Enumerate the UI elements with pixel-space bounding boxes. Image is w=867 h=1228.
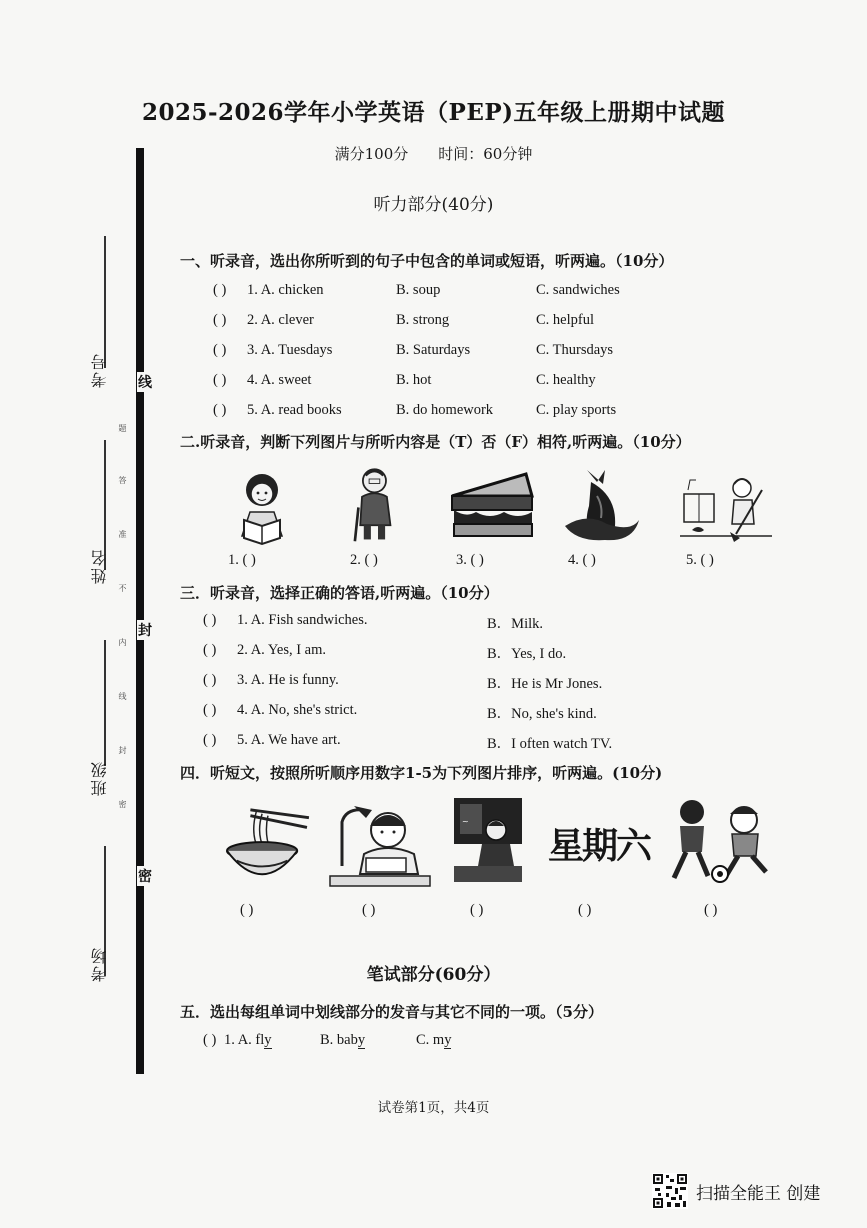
picture-label[interactable]: 1. ( ) [228, 552, 256, 568]
field-line-exam-no [104, 236, 106, 368]
field-line-class [104, 640, 106, 766]
option-b: B．I often watch TV. [487, 736, 613, 752]
writing-part-title: 笔试部分(60分） [366, 965, 501, 985]
picture-label[interactable]: 5. ( ) [686, 552, 714, 568]
field-room: 考场 [90, 946, 109, 982]
answer-blank[interactable]: ( ) [203, 642, 217, 658]
option-a: 2. A. clever [247, 312, 314, 328]
option-c: C. play sports [536, 402, 617, 418]
answer-blank[interactable]: ( ) [213, 342, 227, 358]
eggplant-icon [557, 466, 643, 546]
underlined-letter: y [444, 1032, 452, 1048]
listening-part-title: 听力部分(40分) [373, 195, 494, 215]
margin-char: 内 [118, 638, 127, 646]
section-3-heading: 三．听录音，选择正确的答语,听两遍。（10分） [180, 584, 499, 602]
margin-char: 不 [118, 584, 127, 592]
option-c: C. sandwiches [536, 282, 620, 298]
answer-blank[interactable]: ( ) [213, 402, 227, 418]
binding-line [136, 148, 144, 1074]
answer-blank[interactable]: ( ) [203, 732, 217, 748]
margin-char: 密 [118, 800, 127, 808]
option-b: B. baby [320, 1032, 366, 1048]
option-b: B. strong [396, 312, 450, 328]
margin-char: 题 [118, 424, 127, 432]
answer-blank[interactable]: ( ) [203, 672, 217, 688]
option-a: 5. A. We have art. [237, 732, 341, 748]
picture-label[interactable]: 3. ( ) [456, 552, 484, 568]
margin-char: 线 [118, 692, 127, 700]
option-a: 1. A. Fish sandwiches. [237, 612, 368, 628]
answer-blank[interactable]: ( ) [213, 312, 227, 328]
scanner-watermark [652, 1173, 820, 1209]
option-c: C. helpful [536, 312, 594, 328]
exam-time: 时间：60分钟 [438, 145, 533, 163]
option-c: C. healthy [536, 372, 596, 388]
noodles-icon [220, 804, 312, 884]
option-a: 1. A. fly [224, 1032, 272, 1048]
answer-blank[interactable]: ( ) [213, 282, 227, 298]
section-1-heading: 一、听录音，选出你所听到的句子中包含的单词或短语，听两遍。（10分） [180, 252, 674, 270]
seal-char-secret: 密 [137, 866, 153, 886]
old-man-cane-icon [338, 463, 418, 543]
answer-blank[interactable]: ( ) [203, 612, 217, 628]
science-teacher-icon [452, 796, 524, 884]
section-5-heading: 五．选出每组单词中划线部分的发音与其它不同的一项。（5分） [180, 1003, 603, 1021]
option-b: B. Saturdays [396, 342, 471, 358]
option-a: 2. A. Yes, I am. [237, 642, 327, 658]
order-blank[interactable]: ( ) [240, 902, 254, 918]
watermark-text: 扫描全能王 创建 [696, 1183, 821, 1204]
answer-blank[interactable]: ( ) [203, 702, 217, 718]
field-name: 姓名 [90, 548, 109, 584]
option-b: B．Milk. [487, 616, 543, 632]
underlined-letter: y [264, 1032, 272, 1048]
underlined-letter: y [357, 1032, 366, 1048]
option-b: B．Yes, I do. [487, 646, 567, 662]
answer-blank[interactable]: ( ) [203, 1032, 217, 1048]
saturday-text: 星期六 [548, 826, 651, 867]
margin-char: 准 [118, 530, 127, 538]
option-b: B．No, she's kind. [487, 706, 597, 722]
option-b: B. do homework [396, 402, 494, 418]
option-a: 1. A. chicken [247, 282, 324, 298]
field-class: 班级 [90, 760, 109, 796]
seal-char-seal: 封 [137, 620, 153, 640]
option-c: C. my [416, 1032, 452, 1048]
option-a: 3. A. He is funny. [237, 672, 339, 688]
option-b: B．He is Mr Jones. [487, 676, 603, 692]
option-c: C. Thursdays [536, 342, 614, 358]
page-title: 2025-2026学年小学英语（PEP)五年级上册期中试题 [141, 99, 726, 126]
qr-code-icon [652, 1173, 688, 1209]
answer-blank[interactable]: ( ) [213, 372, 227, 388]
order-blank[interactable]: ( ) [578, 902, 592, 918]
sandwich-icon [446, 466, 538, 546]
picture-label[interactable]: 4. ( ) [568, 552, 596, 568]
option-a: 4. A. No, she's strict. [237, 702, 358, 718]
page-footer: 试卷第1页，共4页 [377, 1100, 490, 1116]
margin-char: 答 [118, 476, 127, 484]
svg-text:~: ~ [462, 817, 469, 826]
picture-label[interactable]: 2. ( ) [350, 552, 378, 568]
section-2-heading: 二.听录音，判断下列图片与所听内容是（T）否（F）相符,听两遍。（10分） [180, 433, 691, 451]
girl-sweeping-icon [678, 470, 774, 550]
girl-reading-icon [222, 468, 302, 548]
order-blank[interactable]: ( ) [704, 902, 718, 918]
exam-info [0, 143, 867, 164]
order-blank[interactable]: ( ) [470, 902, 484, 918]
kids-football-icon [662, 796, 782, 886]
full-score: 满分100分 [334, 145, 409, 163]
option-a: 3. A. Tuesdays [247, 342, 333, 358]
margin-char: 封 [118, 746, 127, 754]
boy-homework-icon [326, 796, 432, 888]
option-a: 5. A. read books [247, 402, 342, 418]
seal-char-line: 线 [137, 372, 153, 392]
option-b: B. soup [396, 282, 441, 298]
field-exam-no: 考号 [90, 352, 109, 388]
option-a: 4. A. sweet [247, 372, 312, 388]
section-4-heading: 四．听短文，按照所听顺序用数字1-5为下列图片排序，听两遍。(10分) [180, 764, 663, 782]
order-blank[interactable]: ( ) [362, 902, 376, 918]
option-b: B. hot [396, 372, 432, 388]
